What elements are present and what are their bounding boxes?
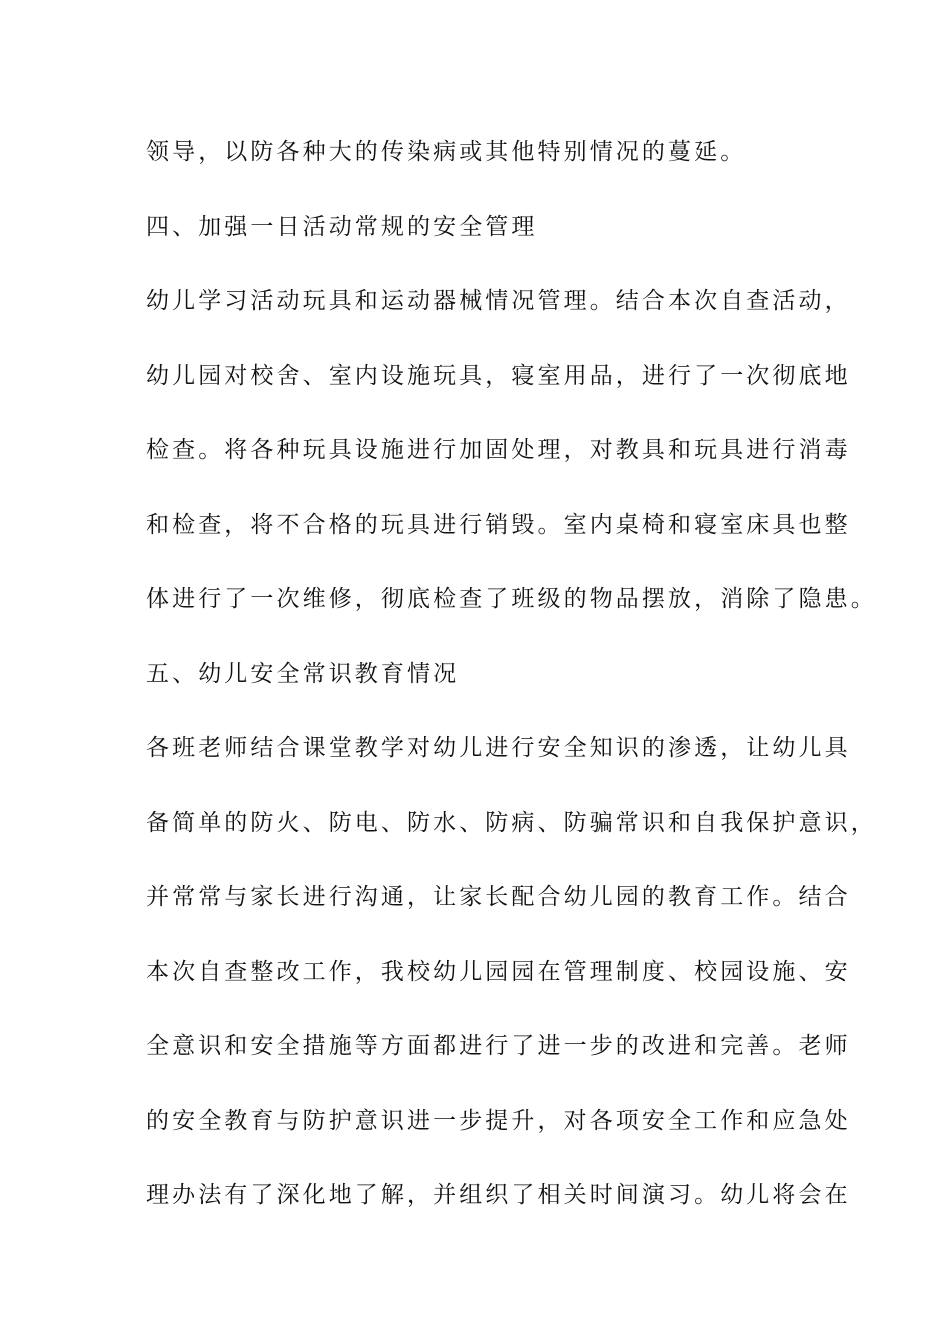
text-line: 体进行了一次维修，彻底检查了班级的物品摆放，消除了隐患。 [146, 586, 877, 612]
text-line: 幼儿园对校舍、室内设施玩具，寝室用品，进行了一次彻底地 [146, 362, 851, 389]
text-line: 全意识和安全措施等方面都进行了进一步的改进和完善。老师 [146, 1033, 851, 1059]
text-line: 领导，以防各种大的传染病或其他特别情况的蔓延。 [146, 139, 747, 165]
text-line: 理办法有了深化地了解，并组织了相关时间演习。幼儿将会在 [146, 1182, 851, 1208]
text-line: 的安全教育与防护意识进一步提升，对各项安全工作和应急处 [146, 1107, 851, 1134]
text-line: 各班老师结合课堂教学对幼儿进行安全知识的渗透，让幼儿具 [146, 735, 851, 761]
text-line: 并常常与家长进行沟通，让家长配合幼儿园的教育工作。结合 [146, 884, 851, 910]
document-body [146, 130, 877, 1248]
text-line: 本次自查整改工作，我校幼儿园园在管理制度、校园设施、安 [146, 958, 851, 985]
text-line: 和检查，将不合格的玩具进行销毁。室内桌椅和寝室床具也整 [146, 511, 851, 538]
section-heading: 四、加强一日活动常规的安全管理 [146, 213, 538, 240]
text-line: 检查。将各种玩具设施进行加固处理，对教具和玩具进行消毒 [146, 437, 851, 463]
text-line: 备简单的防火、防电、防水、防病、防骗常识和自我保护意识， [146, 809, 877, 836]
section-heading: 五、幼儿安全常识教育情况 [146, 660, 460, 687]
text-line: 幼儿学习活动玩具和运动器械情况管理。结合本次自查活动， [146, 288, 851, 314]
